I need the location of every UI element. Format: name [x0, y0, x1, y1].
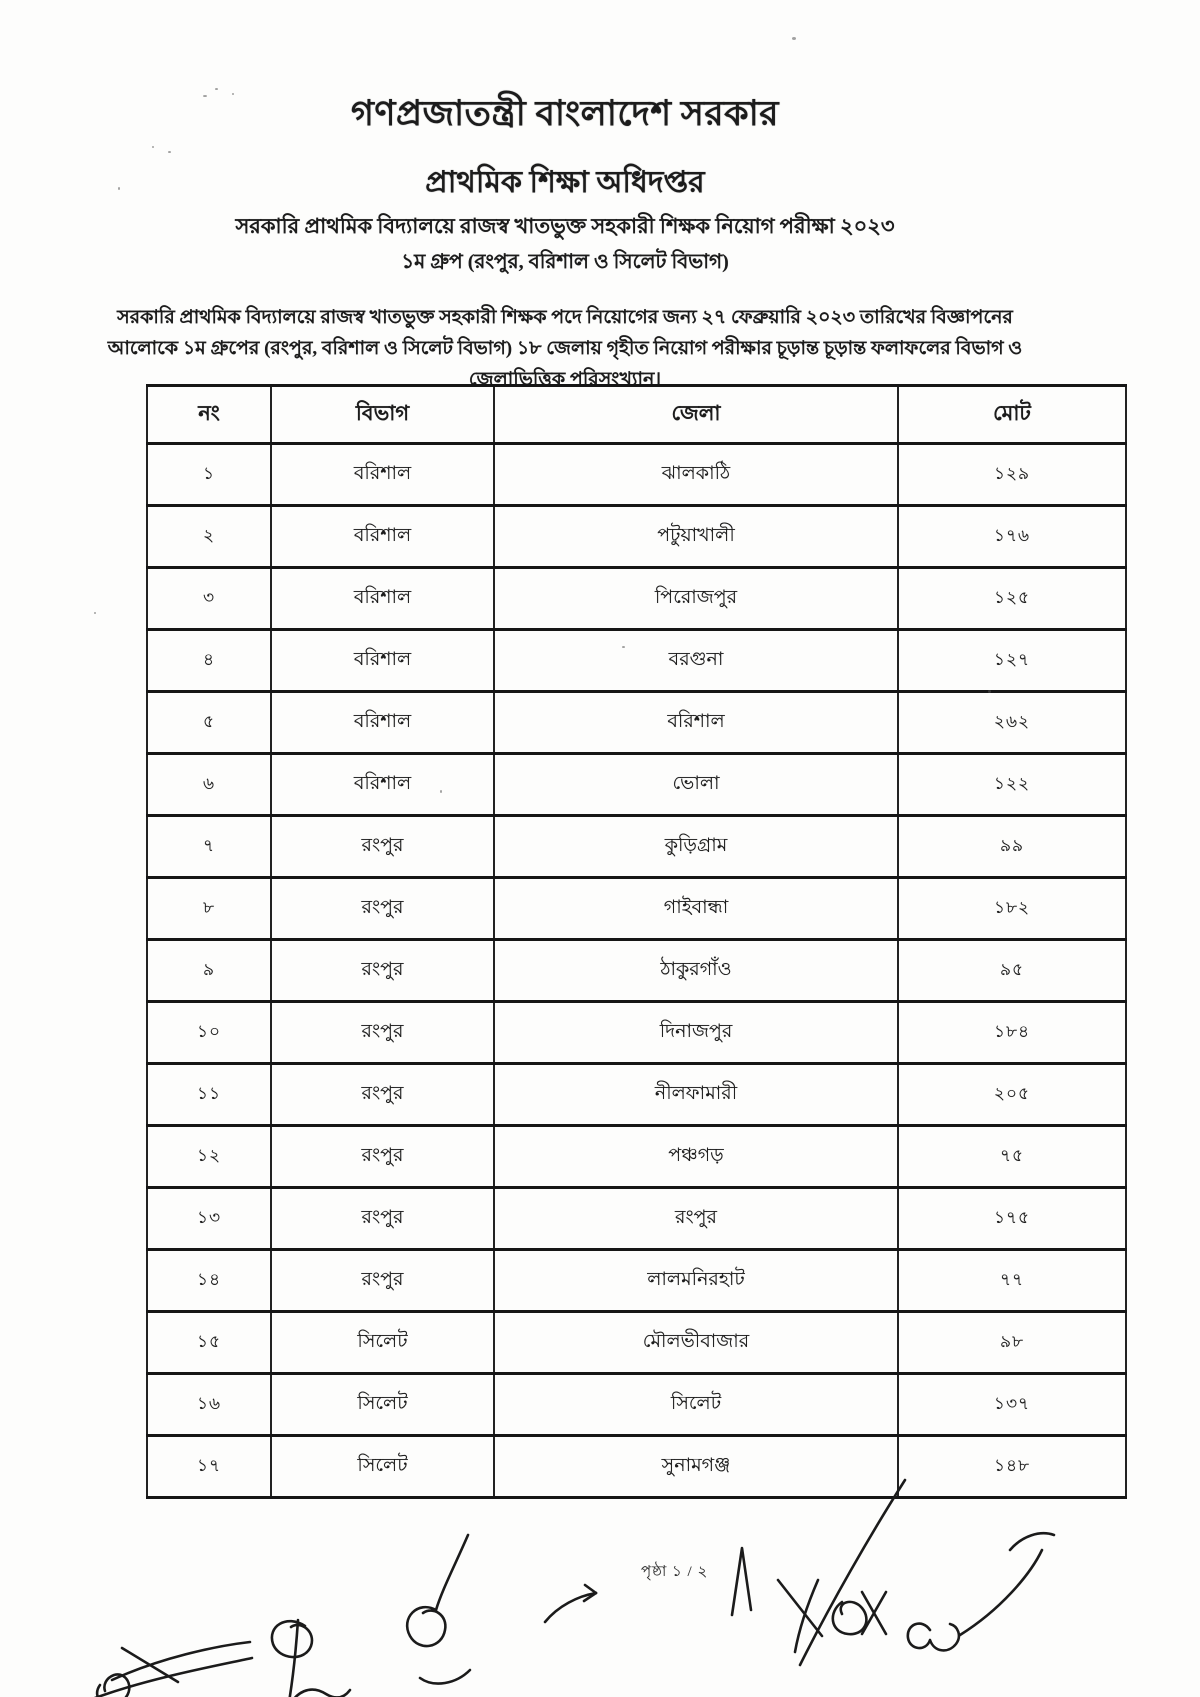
cell-serial: ৩	[147, 568, 271, 630]
scan-artifact	[440, 790, 442, 793]
table-row	[147, 1064, 1126, 1126]
cell-total: ৯৫	[898, 940, 1126, 1002]
scan-artifact	[168, 151, 171, 153]
intro-line-3: জেলাভিত্তিক পরিসংখ্যান।	[468, 369, 662, 390]
cell-division: রংপুর	[271, 878, 494, 940]
cell-division: সিলেট	[271, 1436, 494, 1498]
scan-artifact	[118, 187, 120, 190]
cell-serial: ৯	[147, 940, 271, 1002]
group-line: ১ম গ্রুপ (রংপুর, বরিশাল ও সিলেট বিভাগ)	[401, 251, 729, 273]
table-row	[147, 816, 1126, 878]
page-number-label: পৃষ্ঠা ১ / ২	[641, 1564, 709, 1580]
table-row	[147, 1250, 1126, 1312]
cell-serial: ১১	[147, 1064, 271, 1126]
table-row	[147, 754, 1126, 816]
cell-total: ১২৫	[898, 568, 1126, 630]
table-row	[147, 630, 1126, 692]
signature-scribble-4	[732, 1480, 905, 1665]
cell-district: পিরোজপুর	[494, 568, 898, 630]
scan-artifact	[988, 690, 991, 693]
cell-division: রংপুর	[271, 1002, 494, 1064]
cell-total: ১৩৭	[898, 1374, 1126, 1436]
scan-artifact	[94, 612, 96, 614]
cell-serial: ২	[147, 506, 271, 568]
cell-serial: ১৬	[147, 1374, 271, 1436]
cell-district: সিলেট	[494, 1374, 898, 1436]
cell-district: ঝালকাঠি	[494, 444, 898, 506]
signature-scribble-1	[95, 1642, 252, 1697]
table-row	[147, 1436, 1126, 1498]
cell-division: বরিশাল	[271, 630, 494, 692]
table-row	[147, 1002, 1126, 1064]
table-row	[147, 1126, 1126, 1188]
cell-district: বরগুনা	[494, 630, 898, 692]
scan-artifact	[152, 146, 154, 148]
signature-scribble-2	[272, 1620, 350, 1697]
column-header-serial: নং	[147, 386, 271, 444]
table-row	[147, 444, 1126, 506]
results-table	[146, 384, 1127, 1499]
table-row	[147, 692, 1126, 754]
scan-artifact	[232, 93, 234, 95]
cell-total: ১৮৪	[898, 1002, 1126, 1064]
cell-district: পটুয়াখালী	[494, 506, 898, 568]
intro-paragraph	[20, 302, 1110, 395]
table-row	[147, 506, 1126, 568]
table-row	[147, 878, 1126, 940]
cell-division: সিলেট	[271, 1374, 494, 1436]
cell-serial: ৫	[147, 692, 271, 754]
cell-district: দিনাজপুর	[494, 1002, 898, 1064]
results-table-body	[147, 444, 1126, 1498]
table-row	[147, 1188, 1126, 1250]
cell-division: রংপুর	[271, 1188, 494, 1250]
cell-total: ২৬২	[898, 692, 1126, 754]
cell-division: বরিশাল	[271, 568, 494, 630]
table-row	[147, 940, 1126, 1002]
signature-scribble-5	[908, 1533, 1054, 1650]
column-header-total: মোট	[898, 386, 1126, 444]
cell-division: বরিশাল	[271, 444, 494, 506]
cell-district: নীলফামারী	[494, 1064, 898, 1126]
cell-division: বরিশাল	[271, 692, 494, 754]
cell-district: সুনামগঞ্জ	[494, 1436, 898, 1498]
cell-total: ১৪৮	[898, 1436, 1126, 1498]
cell-total: ১২২	[898, 754, 1126, 816]
cell-district: গাইবান্ধা	[494, 878, 898, 940]
cell-district: পঞ্চগড়	[494, 1126, 898, 1188]
table-row	[147, 568, 1126, 630]
cell-division: রংপুর	[271, 940, 494, 1002]
cell-district: লালমনিরহাট	[494, 1250, 898, 1312]
column-header-division: বিভাগ	[271, 386, 494, 444]
cell-total: ৭৫	[898, 1126, 1126, 1188]
cell-total: ১৮২	[898, 878, 1126, 940]
cell-total: ১৭৬	[898, 506, 1126, 568]
column-header-district: জেলা	[494, 386, 898, 444]
cell-serial: ৬	[147, 754, 271, 816]
cell-district: রংপুর	[494, 1188, 898, 1250]
cell-division: সিলেট	[271, 1312, 494, 1374]
cell-serial: ৮	[147, 878, 271, 940]
cell-serial: ৪	[147, 630, 271, 692]
government-title: গণপ্রজাতন্ত্রী বাংলাদেশ সরকার	[350, 94, 780, 133]
cell-division: রংপুর	[271, 1126, 494, 1188]
cell-serial: ১	[147, 444, 271, 506]
cell-total: ১২৯	[898, 444, 1126, 506]
cell-division: রংপুর	[271, 1064, 494, 1126]
cell-division: বরিশাল	[271, 754, 494, 816]
cell-serial: ১২	[147, 1126, 271, 1188]
scan-artifact	[792, 37, 796, 40]
intro-line-2: আলোকে ১ম গ্রুপের (রংপুর, বরিশাল ও সিলেট বিভাগ) ১৮ জেলায় গৃহীত নিয়োগ পরীক্ষার চূড়ান্ত চূড়ান্ত ফলাফলের বিভাগ ও	[107, 338, 1023, 359]
cell-division: রংপুর	[271, 816, 494, 878]
cell-serial: ৭	[147, 816, 271, 878]
cell-serial: ১৭	[147, 1436, 271, 1498]
cell-district: বরিশাল	[494, 692, 898, 754]
cell-serial: ১৫	[147, 1312, 271, 1374]
cell-serial: ১৪	[147, 1250, 271, 1312]
cell-district: ভোলা	[494, 754, 898, 816]
cell-division: বরিশাল	[271, 506, 494, 568]
cell-total: ৯৯	[898, 816, 1126, 878]
cell-serial: ১০	[147, 1002, 271, 1064]
cell-total: ১৭৫	[898, 1188, 1126, 1250]
cell-district: কুড়িগ্রাম	[494, 816, 898, 878]
table-header-row	[147, 386, 1126, 444]
cell-total: ৯৮	[898, 1312, 1126, 1374]
exam-subtitle: সরকারি প্রাথমিক বিদ্যালয়ে রাজস্ব খাতভুক্ত সহকারী শিক্ষক নিয়োগ পরীক্ষা ২০২৩	[235, 214, 895, 238]
scan-artifact	[215, 88, 218, 90]
cell-district: মৌলভীবাজার	[494, 1312, 898, 1374]
intro-line-1: সরকারি প্রাথমিক বিদ্যালয়ে রাজস্ব খাতভুক্ত সহকারী শিক্ষক পদে নিয়োগের জন্য ২৭ ফেব্রুয়ারি ২০২৩ তারিখের বিজ্ঞাপনের	[117, 307, 1013, 328]
signature-arrow-stroke	[545, 1585, 596, 1622]
cell-total: ২০৫	[898, 1064, 1126, 1126]
table-row	[147, 1374, 1126, 1436]
scan-artifact	[203, 95, 207, 97]
cell-total: ১২৭	[898, 630, 1126, 692]
table-row	[147, 1312, 1126, 1374]
cell-serial: ১৩	[147, 1188, 271, 1250]
signature-scribble-3	[407, 1535, 470, 1684]
department-title: প্রাথমিক শিক্ষা অধিদপ্তর	[425, 166, 705, 199]
scan-artifact	[622, 646, 625, 648]
cell-total: ৭৭	[898, 1250, 1126, 1312]
cell-division: রংপুর	[271, 1250, 494, 1312]
cell-district: ঠাকুরগাঁও	[494, 940, 898, 1002]
